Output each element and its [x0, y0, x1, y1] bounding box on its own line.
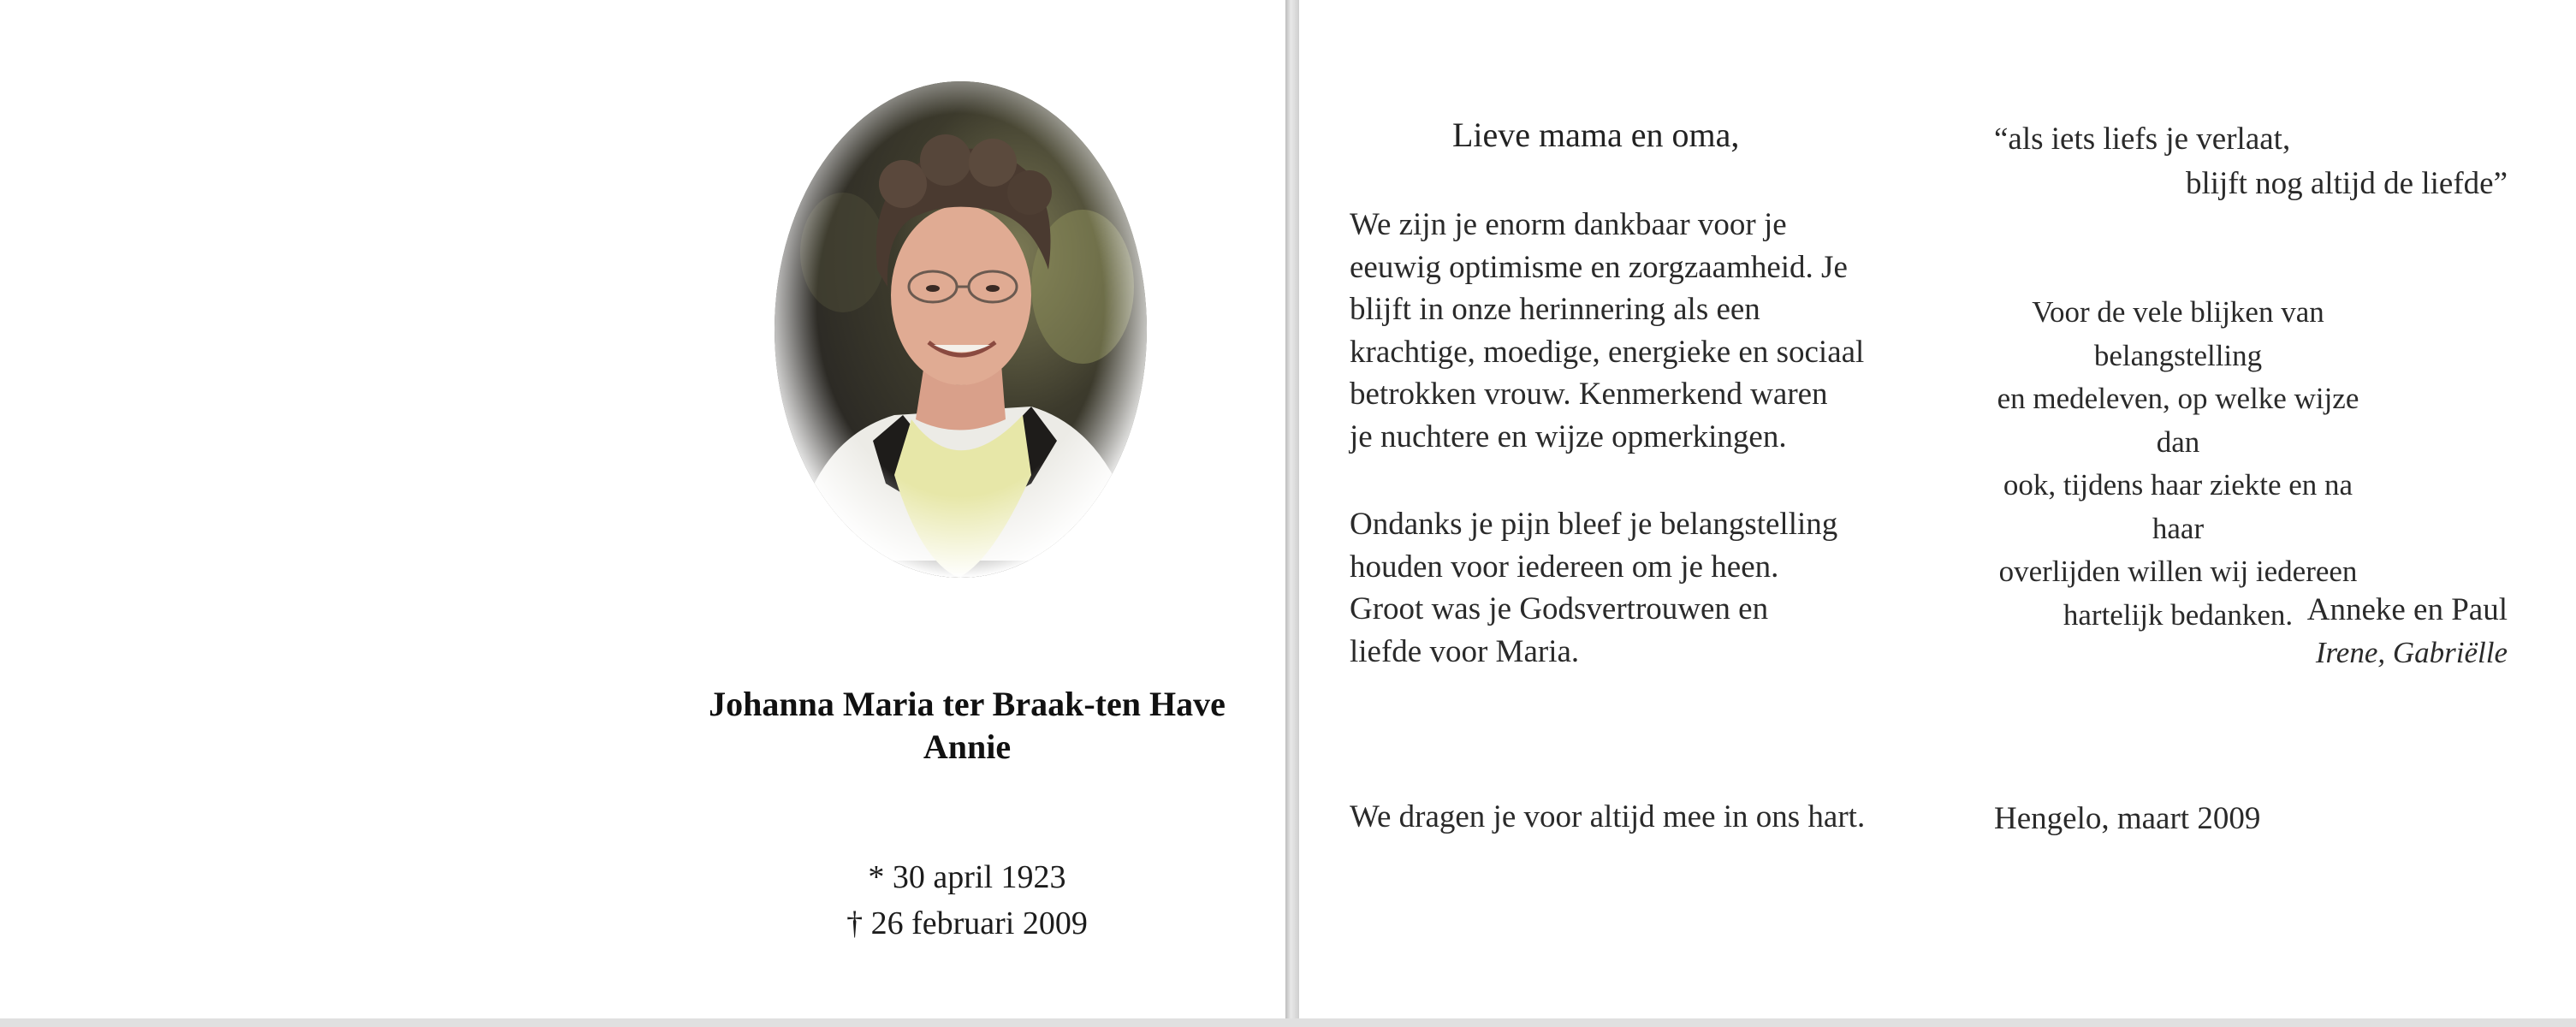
text-line: houden voor iedereen om je heen.	[1350, 549, 1779, 585]
card-edge-bottom	[0, 1018, 2576, 1027]
signature-main: Anneke en Paul	[2306, 592, 2508, 627]
text-line: Ondanks je pijn bleef je belangstelling	[1350, 507, 1838, 542]
life-dates	[668, 854, 1267, 947]
text-line: eeuwig optimisme en zorgzaamheid. Je	[1350, 249, 1848, 285]
portrait-photo	[775, 81, 1147, 578]
thanks-paragraph	[1985, 291, 2371, 637]
text-line: betrokken vrouw. Kenmerkend waren	[1350, 377, 1828, 412]
text-line: We zijn je enorm dankbaar voor je	[1350, 207, 1787, 242]
text-line: krachtige, moedige, energieke en sociaal	[1350, 334, 1865, 370]
greeting: Lieve mama en oma,	[1452, 116, 1740, 154]
text-line: liefde voor Maria.	[1350, 633, 1580, 669]
paragraph-faith	[1350, 503, 1867, 673]
signature-sub: Irene, Gabriëlle	[2315, 636, 2508, 669]
text-line: blijft in onze herinnering als een	[1350, 292, 1760, 327]
paragraph-gratitude	[1350, 204, 1867, 458]
text-line: Voor de vele blijken van belangstelling	[2032, 295, 2324, 372]
death-date: † 26 februari 2009	[846, 905, 1088, 941]
text-line: ook, tijdens haar ziekte en na haar	[2003, 468, 2353, 545]
full-name: Johanna Maria ter Braak-ten Have	[709, 685, 1226, 723]
text-line: hartelijk bedanken.	[2063, 597, 2294, 632]
closing-line: We dragen je voor altijd mee in ons hart.	[1350, 799, 1866, 834]
text-line: Groot was je Godsvertrouwen en	[1350, 591, 1769, 626]
nickname: Annie	[923, 727, 1012, 766]
place-date: Hengelo, maart 2009	[1994, 801, 2261, 836]
text-line: je nuchtere en wijze opmerkingen.	[1350, 419, 1787, 454]
quote-line-1: “als iets liefs je verlaat,	[1994, 122, 2291, 157]
deceased-name-block	[668, 683, 1267, 769]
card-fold	[1285, 0, 1299, 1027]
portrait-illustration	[775, 81, 1147, 578]
birth-date: * 30 april 1923	[868, 859, 1066, 895]
text-line: overlijden willen wij iedereen	[1998, 555, 2358, 588]
text-line: en medeleven, op welke wijze dan	[1997, 382, 2359, 459]
quote-line-2: blijft nog altijd de liefde”	[2185, 166, 2508, 201]
